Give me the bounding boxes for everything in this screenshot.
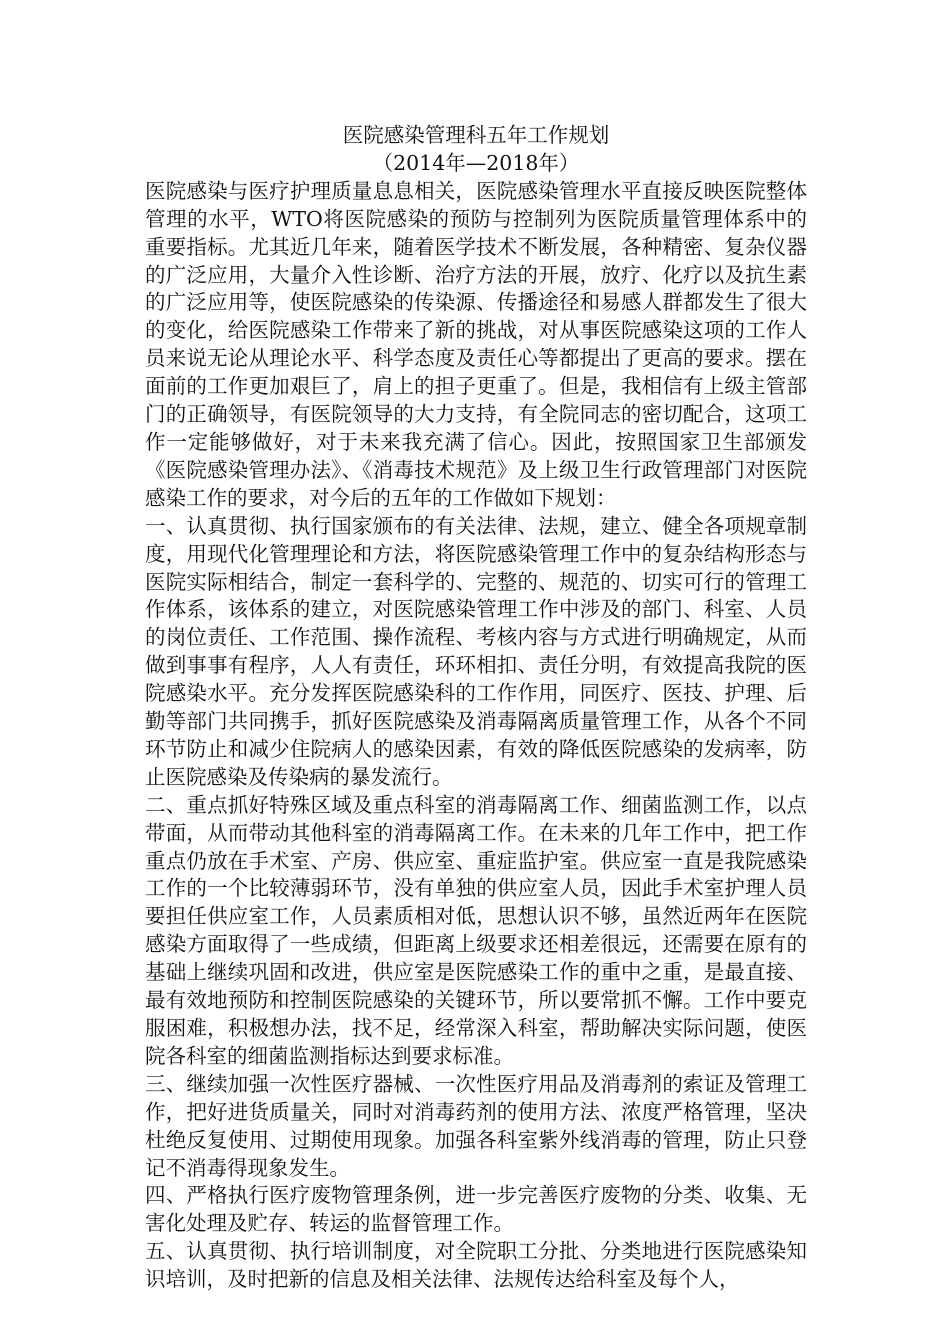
paragraph-item-5: 五、认真贯彻、执行培训制度，对全院职工分批、分类地进行医院感染知识培训，及时把新的信息及相关法律、法规传达给科室及每个人， (145, 1239, 807, 1292)
paragraph-item-3: 三、继续加强一次性医疗器械、一次性医疗用品及消毒剂的索证及管理工作，把好进货质量关，同时对消毒药剂的使用方法、浓度严格管理，坚决杜绝反复使用、过期使用现象。加强各科室紫外线消毒的管理，防止只登记不消毒得现象发生。 (145, 1071, 807, 1180)
document-subtitle: （2014年—2018年） (372, 150, 580, 175)
document-body (145, 122, 807, 1294)
paragraph-item-4: 四、严格执行医疗废物管理条例，进一步完善医疗废物的分类、收集、无害化处理及贮存、转运的监督管理工作。 (145, 1183, 807, 1236)
paragraph-item-1: 一、认真贯彻、执行国家颁布的有关法律、法规，建立、健全各项规章制度，用现代化管理理论和方法，将医院感染管理工作中的复杂结构形态与医院实际相结合，制定一套科学的、完整的、规范的、切实可行的管理工作体系，该体系的建立，对医院感染管理工作中涉及的部门、科室、人员的岗位责任、工作范围、操作流程、考核内容与方式进行明确规定，从而做到事事有程序，人人有责任，环环相扣、责任分明，有效提高我院的医院感染水平。充分发挥医院感染科的工作作用，同医疗、医技、护理、后勤等部门共同携手，抓好医院感染及消毒隔离质量管理工作，从各个不同环节防止和减少住院病人的感染因素，有效的降低医院感染的发病率，防止医院感染及传染病的暴发流行。 (145, 513, 807, 789)
document-title: 医院感染管理科五年工作规划 (342, 123, 610, 147)
paragraph-item-2: 二、重点抓好特殊区域及重点科室的消毒隔离工作、细菌监测工作，以点带面，从而带动其他科室的消毒隔离工作。在未来的几年工作中，把工作重点仍放在手术室、产房、供应室、重症监护室。供应室一直是我院感染工作的一个比较薄弱环节，没有单独的供应室人员，因此手术室护理人员要担任供应室工作，人员素质相对低，思想认识不够，虽然近两年在医院感染方面取得了一些成绩，但距离上级要求还相差很远，还需要在原有的基础上继续巩固和改进，供应室是医院感染工作的重中之重，是最直接、最有效地预防和控制医院感染的关键环节，所以要常抓不懈。工作中要克服困难，积极想办法，找不足，经常深入科室，帮助解决实际问题，使医院各科室的细菌监测指标达到要求标准。 (145, 792, 807, 1068)
paragraph-intro: 医院感染与医疗护理质量息息相关，医院感染管理水平直接反映医院整体管理的水平，WTO将医院感染的预防与控制列为医院质量管理体系中的重要指标。尤其近几年来，随着医学技术不断发展，各种精密、复杂仪器的广泛应用，大量介入性诊断、治疗方法的开展，放疗、化疗以及抗生素的广泛应用等，使医院感染的传染源、传播途径和易感人群都发生了很大的变化，给医院感染工作带来了新的挑战，对从事医院感染这项的工作人员来说无论从理论水平、科学态度及责任心等都提出了更高的要求。摆在面前的工作更加艰巨了，肩上的担子更重了。但是，我相信有上级主管部门的正确领导，有医院领导的大力支持，有全院同志的密切配合，这项工作一定能够做好，对于未来我充满了信心。因此，按照国家卫生部颁发《医院感染管理办法》、《消毒技术规范》及上级卫生行政管理部门对医院感染工作的要求，对今后的五年的工作做如下规划： (145, 178, 807, 510)
